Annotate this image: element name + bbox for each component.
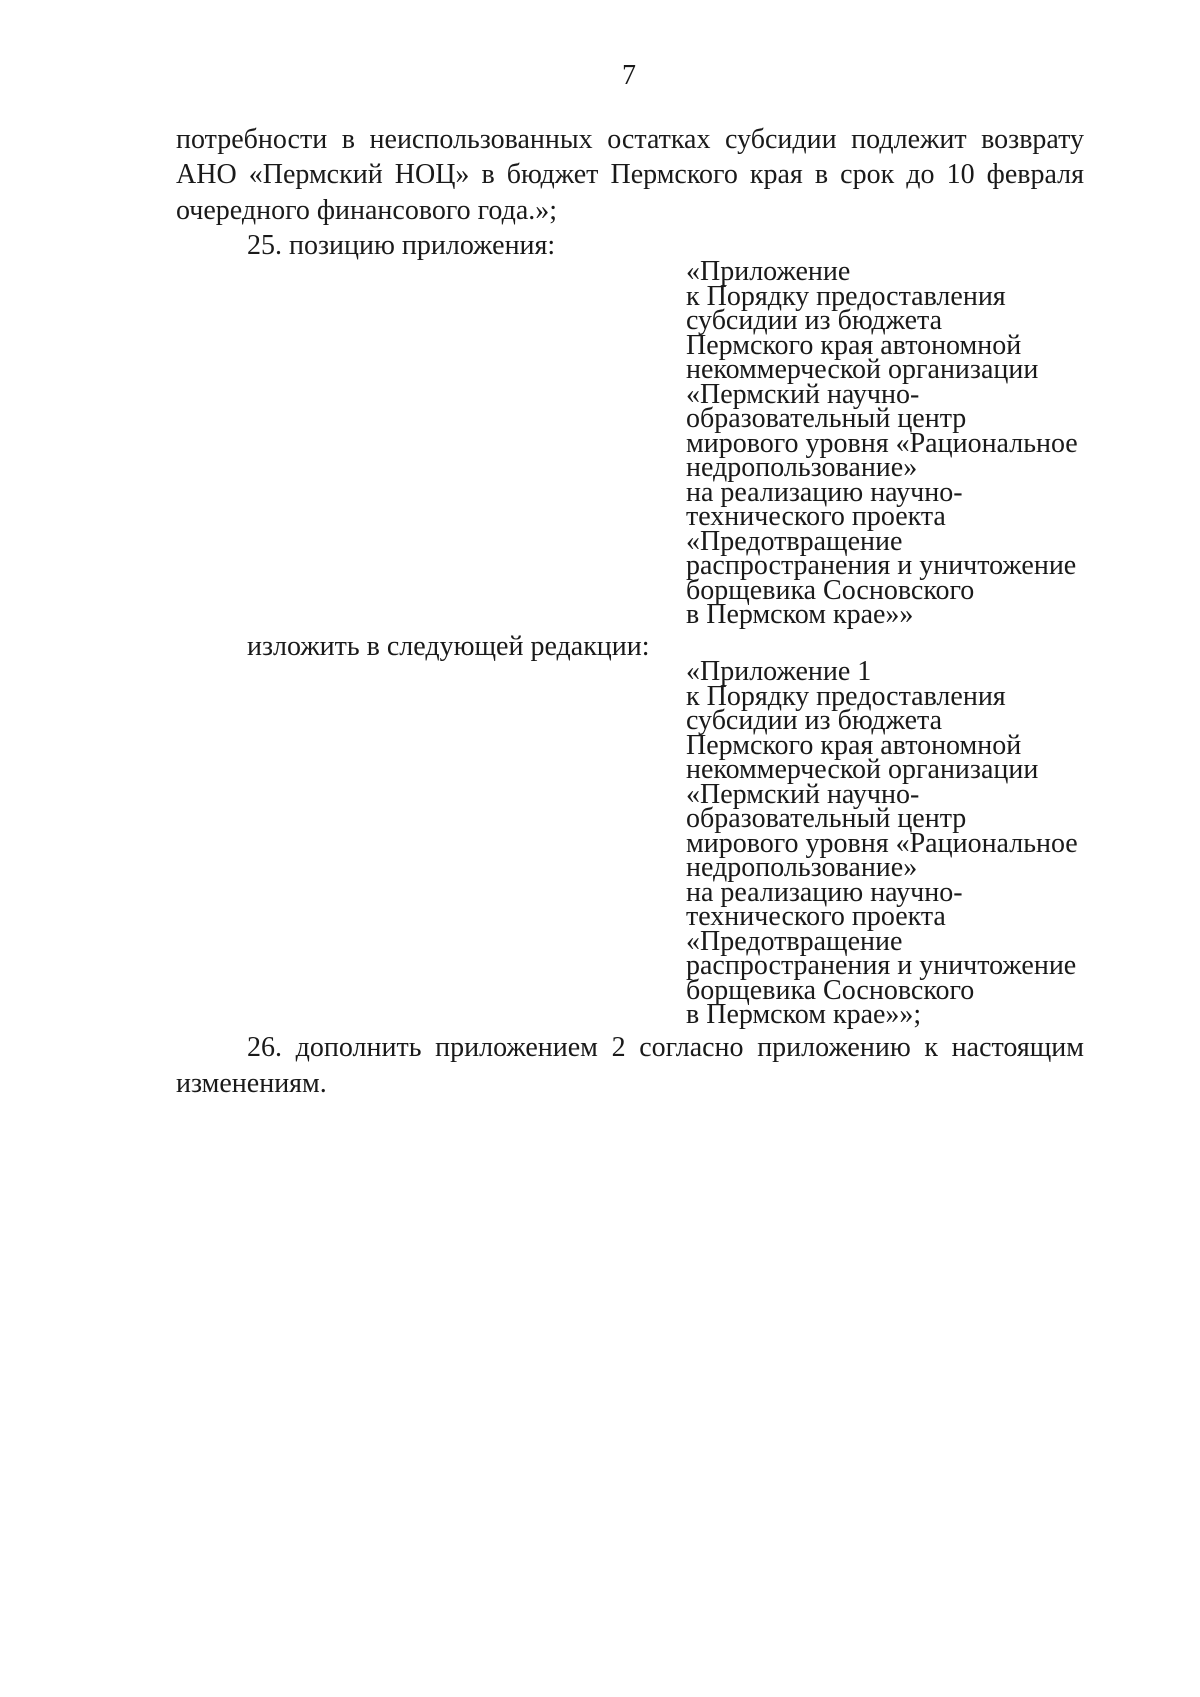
annex-new-line: недропользование» [686,852,918,883]
annex-old-line: технического проекта [686,501,946,532]
annex-old-line: образовательный центр [686,403,967,434]
annex-new-line: «Приложение 1 [686,656,872,687]
annex-old-line: «Приложение [686,256,851,287]
item-26-line-1: 26. дополнить приложением 2 согласно приложению к настоящим [247,1032,1084,1063]
annex-old-line: к Порядку предоставления [686,280,1006,312]
annex-new-line: к Порядку предоставления [686,680,1006,712]
annex-old-line: «Пермский научно- [686,378,920,410]
annex-old-line: на реализацию научно- [686,476,963,508]
annex-new-line: «Предотвращение [686,925,903,957]
annex-new-line: борщевика Сосновского [686,974,975,1006]
annex-old-heading [686,256,1106,630]
annex-new-line: Пермского края автономной [686,729,1022,761]
item-26-line-2: изменениям. [176,1068,327,1099]
annex-old-line: в Пермском крае»» [686,599,914,630]
page-number: 7 [622,60,636,91]
opening-line-1: потребности в неиспользованных остатках субсидии подлежит возврату [176,124,1084,155]
opening-line-2: АНО «Пермский НОЦ» в бюджет Пермского края в срок до 10 февраля [176,159,1084,190]
opening-line-3: очередного финансового года.»; [176,195,558,226]
annex-new-line: образовательный центр [686,803,967,834]
annex-old-line: «Предотвращение [686,525,903,557]
annex-old-line: распространения и уничтожение [686,550,1077,581]
annex-new-line: на реализацию научно- [686,876,963,908]
annex-new-line: в Пермском крае»»; [686,999,922,1030]
annex-new-heading [686,656,1106,1030]
annex-old-line: мирового уровня «Рациональное [686,427,1078,459]
annex-new-line: мирового уровня «Рациональное [686,827,1078,859]
annex-old-line: субсидии из бюджета [686,305,943,336]
annex-new-line: некоммерческой организации [686,754,1039,785]
annex-old-line: недропользование» [686,452,918,483]
annex-old-line: Пермского края автономной [686,329,1022,361]
annex-new-line: субсидии из бюджета [686,705,943,736]
annex-new-line: технического проекта [686,901,946,932]
annex-new-line: «Пермский научно- [686,778,920,810]
annex-old-line: некоммерческой организации [686,354,1039,385]
annex-new-line: распространения и уничтожение [686,950,1077,981]
replace-label: изложить в следующей редакции: [247,631,650,662]
item-25-label: 25. позицию приложения: [247,230,556,261]
annex-old-line: борщевика Сосновского [686,574,975,606]
